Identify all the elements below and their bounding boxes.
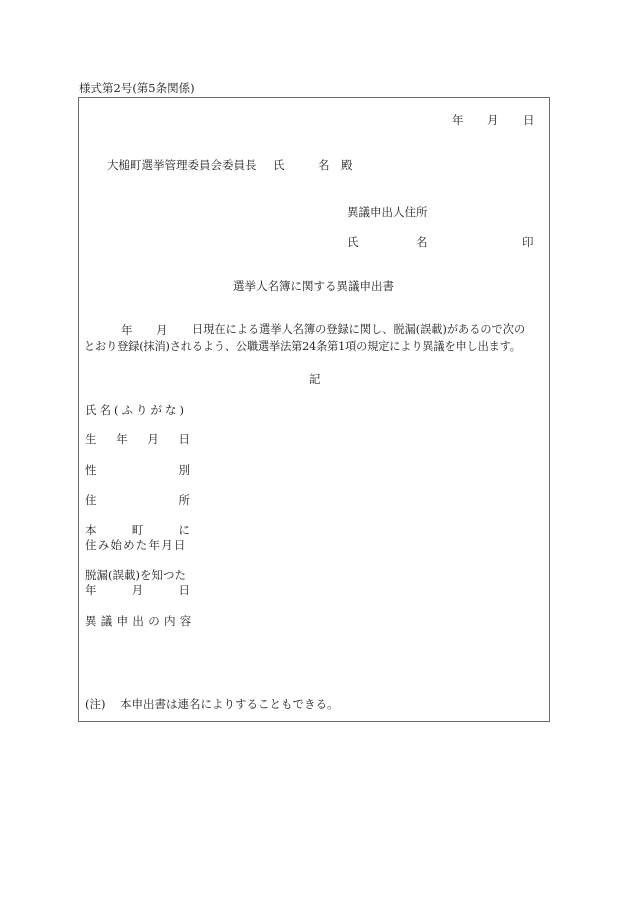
date-month: 月 (487, 113, 499, 127)
field-birthdate (85, 432, 190, 446)
addressee-shi: 氏 (273, 158, 285, 172)
form-number: 様式第2号(第5条関係) (79, 81, 195, 95)
field-omission-line1: 脱漏(誤載)を知つた (85, 568, 186, 582)
birth-gatsu: 月 (147, 432, 159, 446)
field-residence-line2: 住み始めた年月日 (85, 538, 187, 552)
address-ju: 住 (85, 493, 97, 507)
birth-sei: 生 (85, 432, 97, 446)
field-objection-content: 異議申出の内容 (85, 614, 196, 628)
birth-nen: 年 (116, 432, 128, 446)
date-day: 日 (523, 113, 535, 127)
body-line1: 日現在による選挙人名簿の登録に関し、脱漏(誤載)があるので次の (192, 323, 526, 336)
field-name-kana: 氏名(ふりがな) (85, 403, 187, 417)
body-year: 年 (121, 323, 133, 337)
address-sho: 所 (178, 493, 190, 507)
ki-label: 記 (309, 372, 321, 386)
birth-hi: 日 (178, 432, 190, 446)
residence-ni: に (178, 523, 190, 537)
field-residence-line1 (85, 523, 190, 537)
residence-machi: 町 (131, 523, 144, 537)
seal-mark: 印 (522, 235, 534, 249)
addressee-mei: 名 (318, 158, 330, 172)
residence-hon: 本 (85, 523, 97, 537)
addressee-dono: 殿 (341, 158, 353, 172)
body-month: 月 (156, 323, 168, 337)
field-address (85, 493, 190, 507)
sex-sei: 性 (85, 463, 97, 477)
addressee-title: 大槌町選挙管理委員会委員長 (107, 158, 257, 172)
applicant-address-label: 異議申出人住所 (347, 205, 428, 219)
applicant-name-mei: 名 (416, 235, 428, 249)
sex-betsu: 別 (178, 463, 190, 477)
omission-nen: 年 (85, 583, 97, 597)
field-sex (85, 463, 190, 477)
omission-hi: 日 (178, 583, 190, 597)
body-line2: とおり登録(抹消)されるよう、公職選挙法第24条第1項の規定により異議を申し出ます。 (84, 340, 521, 353)
omission-gatsu: 月 (131, 583, 144, 597)
field-omission-line2 (85, 583, 190, 597)
applicant-name-shi: 氏 (347, 235, 359, 249)
date-year: 年 (452, 113, 464, 127)
document-title: 選挙人名簿に関する異議申出書 (233, 279, 394, 293)
note-text: 本申出書は連名によりすることもできる。 (120, 697, 339, 711)
note-label: (注) (85, 697, 106, 711)
